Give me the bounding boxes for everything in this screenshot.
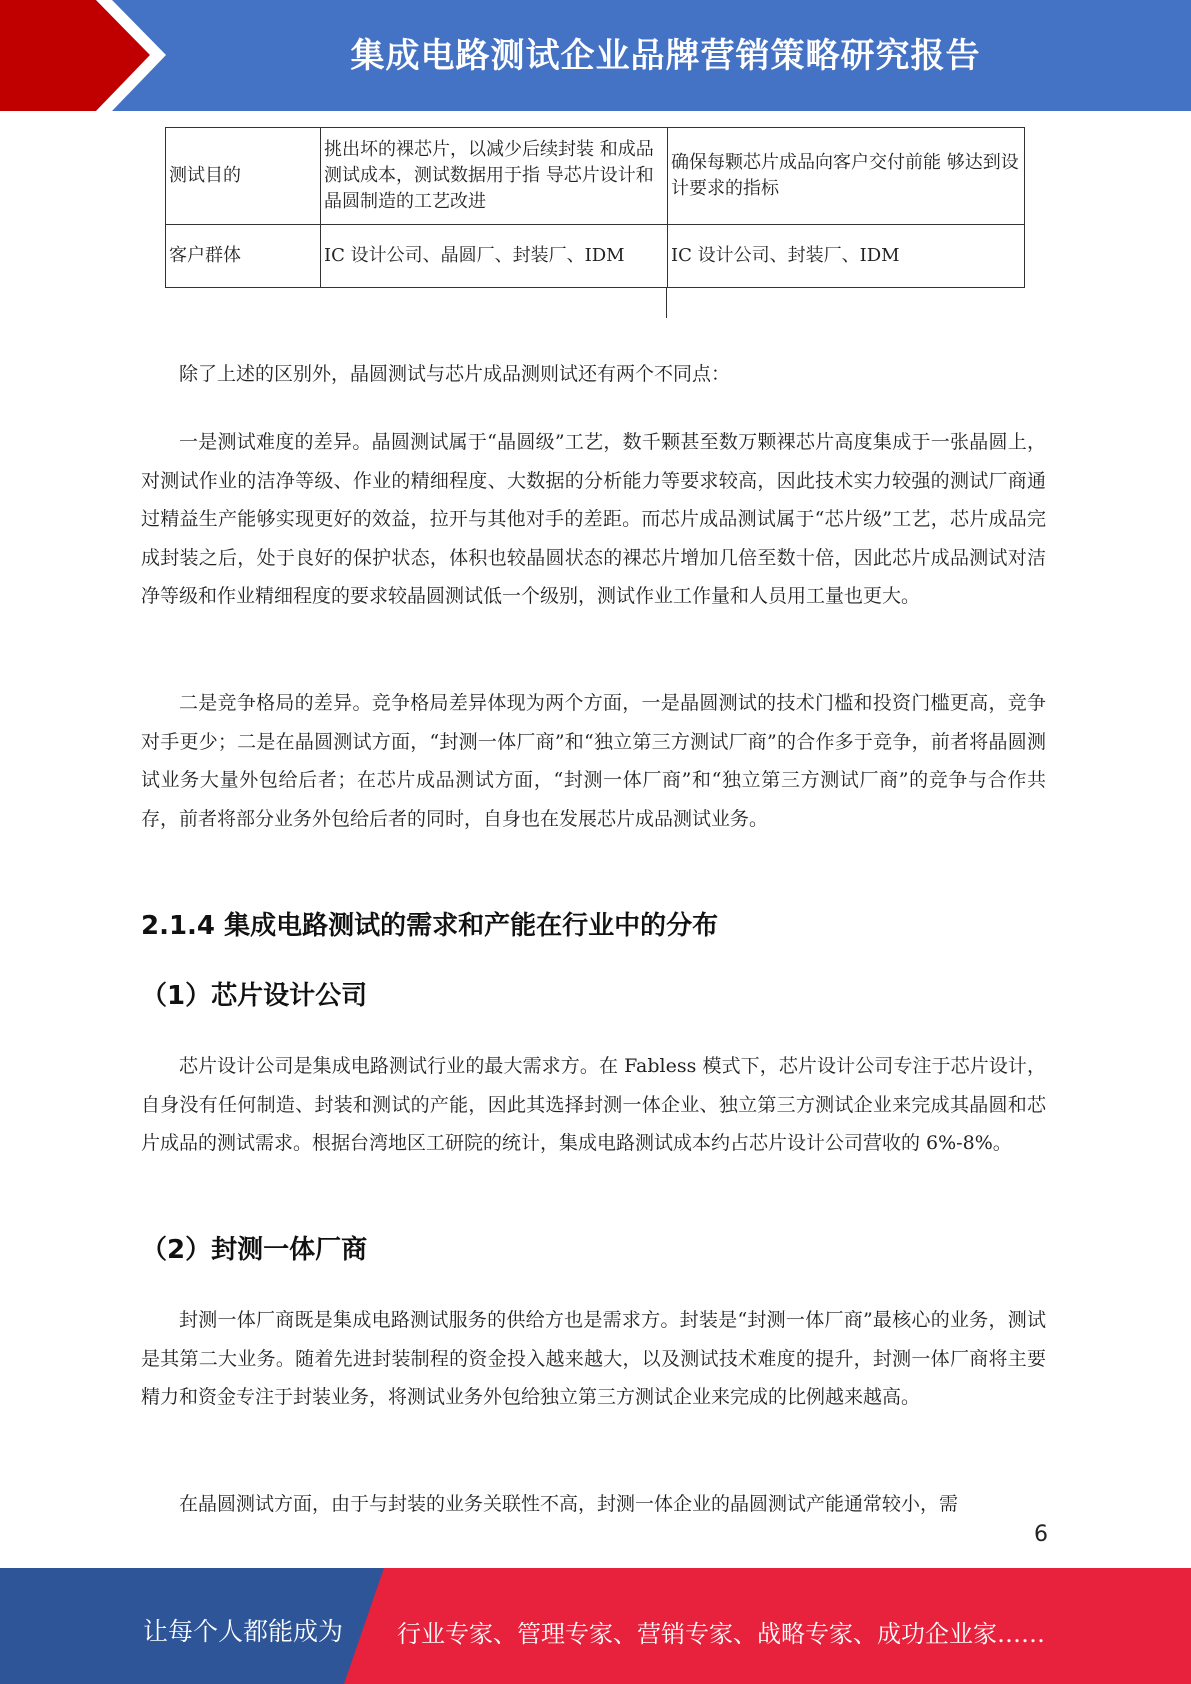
comparison-table xyxy=(165,127,1025,288)
report-title: 集成电路测试企业品牌营销策略研究报告 xyxy=(350,36,981,76)
subsection-heading-design: （1）芯片设计公司 xyxy=(141,981,368,1011)
page-header xyxy=(0,0,1191,111)
design-paragraph: 芯片设计公司是集成电路测试行业的最大需求方。在 Fabless 模式下，芯片设计公司专注于芯片设计，自身没有任何制造、封装和测试的产能，因此其选择封测一体企业、独立第三方测试企业来完成其晶圆和芯片成品的测试需求。根据台湾地区工研院的统计，集成电路测试成本约占芯片设计公司营收的 6%-8%。 xyxy=(141,1055,1046,1154)
osat-paragraph: 封测一体厂商既是集成电路测试服务的供给方也是需求方。封装是“封测一体厂商”最核心的业务，测试是其第二大业务。随着先进封装制程的资金投入越来越大，以及测试技术难度的提升，封测一体厂商将主要精力和资金专注于封装业务，将测试业务外包给独立第三方测试企业来完成的比例越来越高。 xyxy=(141,1309,1046,1408)
section-heading: 2.1.4 集成电路测试的需求和产能在行业中的分布 xyxy=(141,911,719,941)
row-label: 测试目的 xyxy=(166,128,321,225)
page-number: 6 xyxy=(1034,1522,1048,1547)
table-row xyxy=(166,225,1025,288)
table-divider-line xyxy=(666,288,667,318)
difficulty-paragraph: 一是测试难度的差异。晶圆测试属于“晶圆级”工艺，数千颗甚至数万颗裸芯片高度集成于一张晶圆上，对测试作业的洁净等级、作业的精细程度、大数据的分析能力等要求较高，因此技术实力较强的测试厂商通过精益生产能够实现更好的效益，拉开与其他对手的差距。而芯片成品测试属于“芯片级”工艺，芯片成品完成封装之后，处于良好的保护状态，体积也较晶圆状态的裸芯片增加几倍至数十倍，因此芯片成品测试对洁净等级和作业精细程度的要求较晶圆测试低一个级别，测试作业工作量和人员用工量也更大。 xyxy=(141,431,1046,607)
subsection-heading-osat: （2）封测一体厂商 xyxy=(141,1235,368,1265)
intro-paragraph: 除了上述的区别外，晶圆测试与芯片成品测则试还有两个不同点： xyxy=(179,363,731,385)
footer-slogan-right: 行业专家、管理专家、营销专家、战略专家、成功企业家…… xyxy=(397,1620,1045,1648)
competition-paragraph: 二是竞争格局的差异。竞争格局差异体现为两个方面，一是晶圆测试的技术门槛和投资门槛更高，竞争对手更少；二是在晶圆测试方面，“封测一体厂商”和“独立第三方测试厂商”的合作多于竞争，前者将晶圆测试业务大量外包给后者；在芯片成品测试方面，“封测一体厂商”和“独立第三方测试厂商”的竞争与合作共存，前者将部分业务外包给后者的同时，自身也在发展芯片成品测试业务。 xyxy=(141,692,1046,830)
footer-slogan-left: 让每个人都能成为 xyxy=(143,1617,344,1646)
table-row xyxy=(166,128,1025,225)
wafer-test-cell: IC 设计公司、晶圆厂、封装厂、IDM xyxy=(321,225,668,288)
chip-test-cell: 确保每颗芯片成品向客户交付前能 够达到设计要求的指标 xyxy=(668,128,1025,225)
row-label: 客户群体 xyxy=(166,225,321,288)
wafer-test-cell: 挑出坏的裸芯片，以减少后续封装 和成品测试成本，测试数据用于指 导芯片设计和晶圆制造的工艺改进 xyxy=(321,128,668,225)
wafer-paragraph: 在晶圆测试方面，由于与封装的业务关联性不高，封测一体企业的晶圆测试产能通常较小，需 xyxy=(179,1493,959,1515)
chip-test-cell: IC 设计公司、封装厂、IDM xyxy=(668,225,1025,288)
